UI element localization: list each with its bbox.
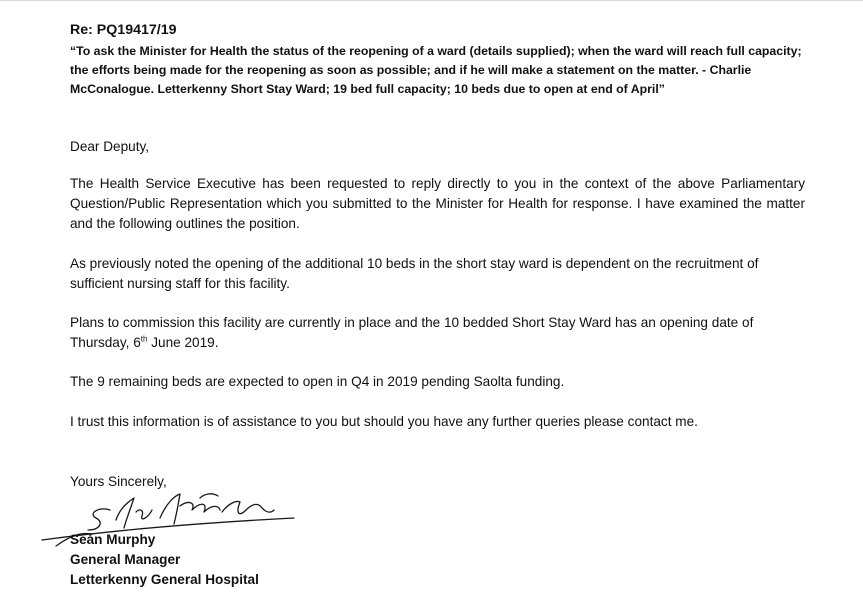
salutation: Dear Deputy, bbox=[70, 139, 150, 154]
paragraph-3-text: Plans to commission this facility are currently in place and the 10 bedded Short Stay Ward has an opening date of Thursday, 6 bbox=[70, 315, 754, 350]
parliamentary-question: “To ask the Minister for Health the status of the reopening of a ward (details supplied); when the ward will reach full capacity; the efforts being made for the reopening as soon as possible; and if he will make a statement on the matter. - Charlie McConalogue. Letterkenny Short Stay Ward; 19 bed full capacity; 10 beds due to open at end of April” bbox=[70, 44, 802, 96]
letter-body bbox=[70, 22, 810, 489]
signatory-organisation: Letterkenny General Hospital bbox=[70, 572, 259, 587]
paragraph-4: The 9 remaining beds are expected to open in Q4 in 2019 pending Saolta funding. bbox=[70, 374, 565, 389]
reference-line: Re: PQ19417/19 bbox=[70, 22, 177, 38]
paragraph-5: I trust this information is of assistance to you but should you have any further queries please contact me. bbox=[70, 414, 698, 429]
signatory-block bbox=[70, 530, 259, 590]
paragraph-1: The Health Service Executive has been requested to reply directly to you in the context of the above Parliamentary Question/Public Representation which you submitted to the Minister for Health for response. I have examined the matter and the following outlines the position. bbox=[70, 176, 805, 231]
paragraph-2: As previously noted the opening of the additional 10 beds in the short stay ward is dependent on the recruitment of sufficient nursing staff for this facility. bbox=[70, 256, 759, 291]
ordinal-suffix: th bbox=[140, 334, 148, 344]
signatory-name: Seán Murphy bbox=[70, 532, 156, 547]
page-top-border bbox=[0, 0, 863, 1]
paragraph-3 bbox=[70, 313, 805, 353]
signatory-title: General Manager bbox=[70, 552, 181, 567]
paragraph-3-end: June 2019. bbox=[147, 335, 219, 350]
closing: Yours Sincerely, bbox=[70, 474, 167, 489]
